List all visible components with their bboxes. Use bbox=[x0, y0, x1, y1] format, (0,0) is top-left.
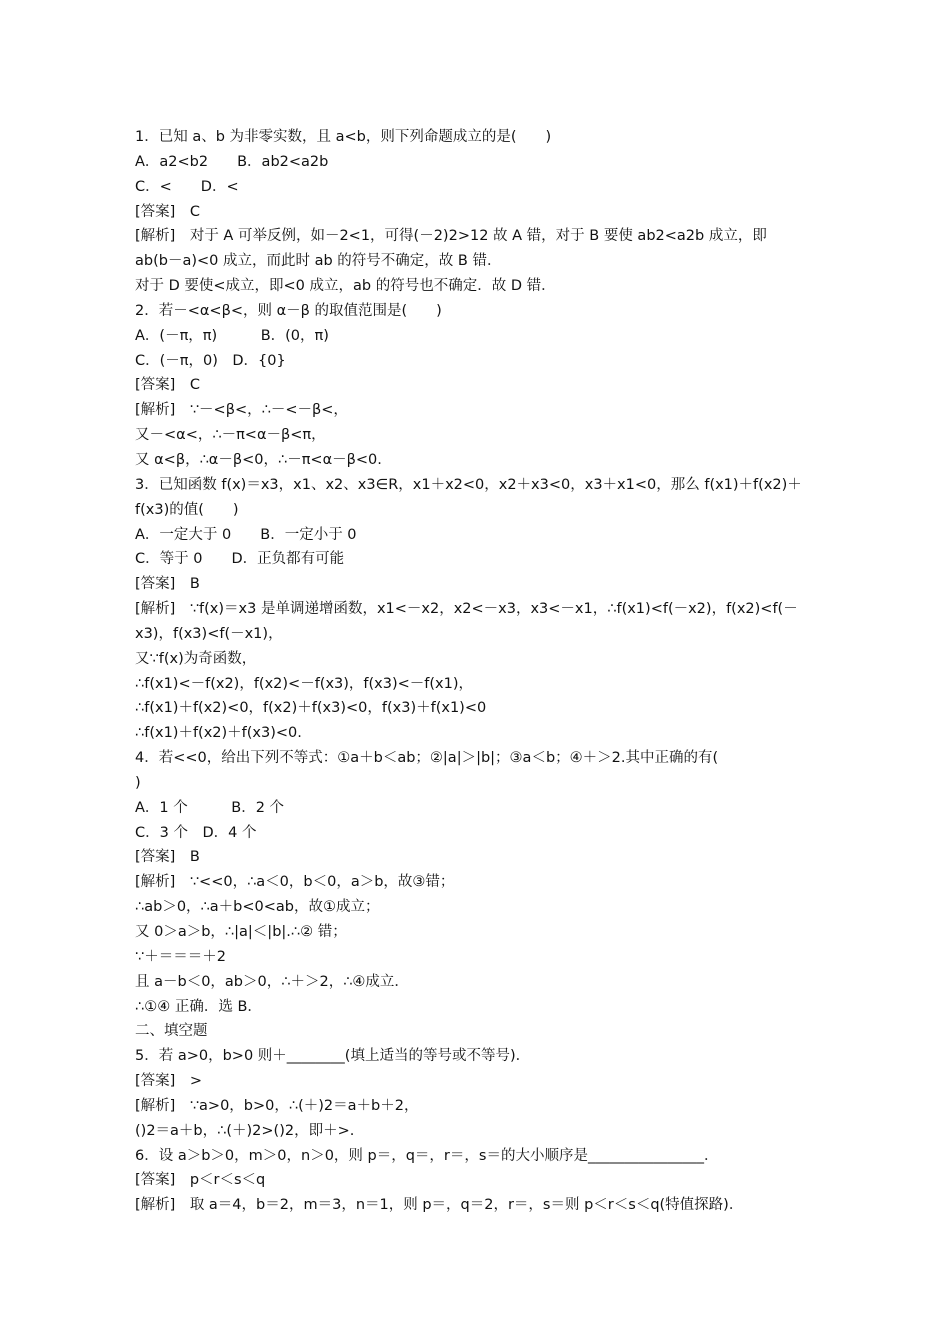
q5-analysis-line-1: [解析] ∵a>0，b>0，∴(＋)2＝a＋b＋2， bbox=[135, 1097, 419, 1114]
q3-analysis-line-1: [解析] ∵f(x)＝x3 是单调递增函数，x1<－x2，x2<－x3，x3<－x1，∴f(x1)<f(－x2)，f(x2)<f(－ bbox=[135, 601, 798, 618]
q4-answer: [答案] B bbox=[135, 849, 200, 866]
q3-options-cd: C．等于 0 D．正负都有可能 bbox=[135, 551, 345, 568]
q2-answer: [答案] C bbox=[135, 377, 200, 394]
q2-analysis-line-1: [解析] ∵－<β<，∴－<－β<， bbox=[135, 402, 348, 419]
q4-analysis-line-6: ∴①④ 正确．选 B． bbox=[135, 998, 262, 1015]
q2-analysis-line-3: 又 α<β，∴α－β<0，∴－π<α－β<0. bbox=[135, 451, 382, 468]
q2-analysis-line-2: 又－<α<，∴－π<α－β<π， bbox=[135, 427, 326, 444]
q4-analysis-line-4: ∵＋＝＝＝＋2 bbox=[135, 948, 226, 965]
q5-answer: [答案] > bbox=[135, 1073, 202, 1090]
q5-analysis-line-2: ()2＝a＋b，∴(＋)2>()2，即＋>. bbox=[135, 1122, 355, 1139]
q3-analysis-line-2: x3)，f(x3)<f(－x1)， bbox=[135, 625, 283, 642]
q3-answer: [答案] B bbox=[135, 576, 200, 593]
q3-stem-line-2: f(x3)的值( ) bbox=[135, 501, 239, 518]
q4-analysis-line-5: 且 a－b＜0，ab＞0，∴＋＞2，∴④成立． bbox=[135, 973, 409, 990]
q1-options-cd: C．< D．< bbox=[135, 178, 239, 195]
q1-analysis-line-1: [解析] 对于 A 可举反例，如－2<1，可得(－2)2>12 故 A 错，对于 B 要使 ab2<a2b 成立，即 bbox=[135, 228, 767, 245]
q4-options-cd: C．3 个 D．4 个 bbox=[135, 824, 257, 841]
q3-analysis-line-5: ∴f(x1)＋f(x2)<0，f(x2)＋f(x3)<0，f(x3)＋f(x1)<0 bbox=[135, 700, 487, 717]
document-body bbox=[135, 125, 825, 1218]
q2-options-cd: C．(－π，0) D．{0} bbox=[135, 352, 286, 369]
q5-stem: 5．若 a>0，b>0 则＋________(填上适当的等号或不等号)． bbox=[135, 1048, 531, 1065]
q1-options-ab: A．a2<b2 B．ab2<a2b bbox=[135, 153, 329, 170]
q1-answer: [答案] C bbox=[135, 203, 200, 220]
q2-stem: 2．若－<α<β<，则 α－β 的取值范围是( ) bbox=[135, 302, 442, 319]
q4-stem-line-2: ) bbox=[135, 774, 141, 791]
q1-analysis-line-2: ab(b－a)<0 成立，而此时 ab 的符号不确定，故 B 错． bbox=[135, 253, 502, 270]
q4-analysis-line-1: [解析] ∵<<0，∴a＜0，b＜0，a＞b，故③错； bbox=[135, 874, 455, 891]
q3-options-ab: A．一定大于 0 B．一定小于 0 bbox=[135, 526, 357, 543]
q1-analysis-line-3: 对于 D 要使<成立，即<0 成立，ab 的符号也不确定．故 D 错． bbox=[135, 278, 556, 295]
q4-stem-line-1: 4．若<<0，给出下列不等式：①a＋b＜ab；②|a|＞|b|；③a＜b；④＋＞2.其中正确的有( bbox=[135, 750, 719, 767]
q6-analysis-line-1: [解析] 取 a＝4，b＝2，m＝3，n＝1，则 p＝，q＝2，r＝，s＝则 p＜r＜s＜q(特值探路)． bbox=[135, 1197, 744, 1214]
q2-options-ab: A．(－π，π) B．(0，π) bbox=[135, 327, 329, 344]
q4-analysis-line-2: ∴ab＞0，∴a＋b<0<ab，故①成立； bbox=[135, 899, 380, 916]
q6-answer: [答案] p＜r＜s＜q bbox=[135, 1172, 266, 1189]
q1-stem: 1．已知 a、b 为非零实数，且 a<b，则下列命题成立的是( ) bbox=[135, 129, 552, 145]
q4-options-ab: A．1 个 B．2 个 bbox=[135, 799, 285, 816]
q3-analysis-line-4: ∴f(x1)<－f(x2)，f(x2)<－f(x3)，f(x3)<－f(x1)， bbox=[135, 675, 474, 692]
q3-analysis-line-3: 又∵f(x)为奇函数， bbox=[135, 650, 257, 667]
q4-analysis-line-3: 又 0＞a＞b，∴|a|＜|b|.∴② 错； bbox=[135, 924, 347, 940]
q6-stem: 6．设 a＞b＞0，m＞0，n＞0，则 p＝，q＝，r＝，s＝的大小顺序是________________． bbox=[135, 1147, 719, 1164]
q3-stem-line-1: 3．已知函数 f(x)＝x3，x1、x2、x3∈R，x1＋x2<0，x2＋x3<0，x3＋x1<0，那么 f(x1)＋f(x2)＋ bbox=[135, 476, 802, 493]
q3-analysis-line-6: ∴f(x1)＋f(x2)＋f(x3)<0. bbox=[135, 725, 302, 742]
section-heading-fill-in: 二、填空题 bbox=[135, 1023, 208, 1040]
